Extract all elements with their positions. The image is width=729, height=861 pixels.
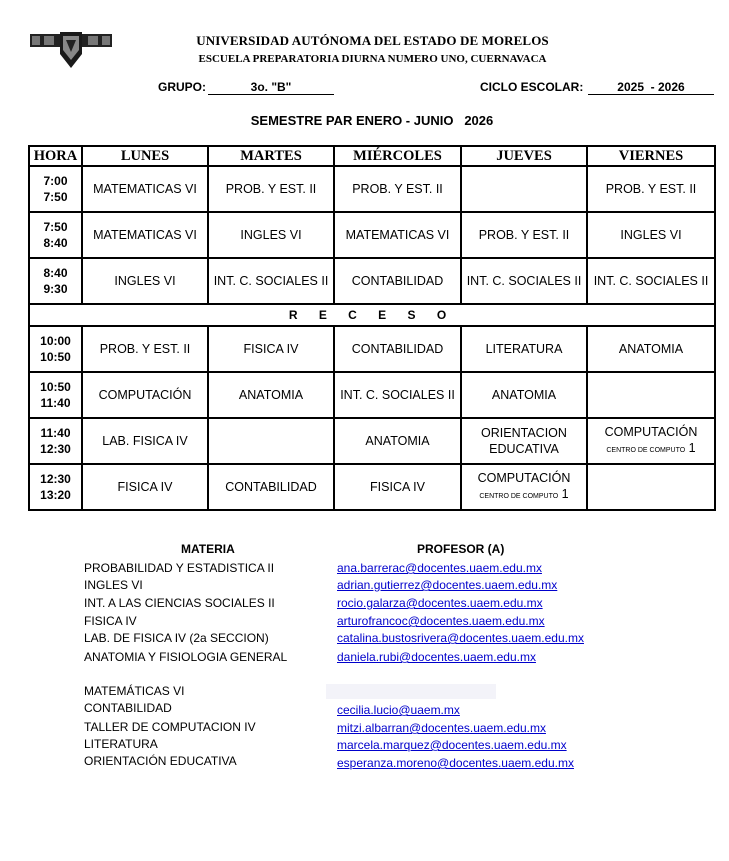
grupo-value: 3o. "B" xyxy=(208,80,334,95)
class-cell: CONTABILIDAD xyxy=(208,464,334,510)
class-cell: MATEMATICAS VI xyxy=(82,212,208,258)
class-cell: INT. C. SOCIALES II xyxy=(208,258,334,304)
class-cell: INGLES VI xyxy=(208,212,334,258)
materia-item: MATEMÁTICAS VI xyxy=(84,684,185,698)
header-hora: HORA xyxy=(29,146,82,166)
teacher-email-link[interactable]: mitzi.albarran@docentes.uaem.edu.mx xyxy=(337,721,546,735)
materia-item: INGLES VI xyxy=(84,578,143,592)
time-cell: 7:00 7:50 xyxy=(29,166,82,212)
profesor-header: PROFESOR (A) xyxy=(417,542,505,556)
header-jueves: JUEVES xyxy=(461,146,587,166)
table-row xyxy=(29,258,715,304)
teacher-email-link[interactable]: adrian.gutierrez@docentes.uaem.edu.mx xyxy=(337,578,558,592)
class-cell: ANATOMIA xyxy=(208,372,334,418)
materia-item: TALLER DE COMPUTACION IV xyxy=(84,720,256,734)
table-row xyxy=(29,418,715,464)
table-row xyxy=(29,372,715,418)
class-cell: FISICA IV xyxy=(208,326,334,372)
materia-item: LITERATURA xyxy=(84,737,158,751)
ciclo-value: 2025 - 2026 xyxy=(588,80,714,95)
class-cell: INT. C. SOCIALES II xyxy=(587,258,715,304)
schedule-header-row xyxy=(29,146,715,166)
class-cell: COMPUTACIÓN CENTRO DE COMPUTO 1 xyxy=(587,418,715,464)
university-title: UNIVERSIDAD AUTÓNOMA DEL ESTADO DE MORELOS xyxy=(196,33,549,48)
header-martes: MARTES xyxy=(208,146,334,166)
class-cell: CONTABILIDAD xyxy=(334,326,461,372)
schedule-table xyxy=(28,145,716,511)
class-cell: ANATOMIA xyxy=(461,372,587,418)
semester-title: SEMESTRE PAR ENERO - JUNIO 2026 xyxy=(250,113,494,128)
class-cell xyxy=(461,166,587,212)
table-row xyxy=(29,326,715,372)
materia-item: INT. A LAS CIENCIAS SOCIALES II xyxy=(84,596,275,610)
grupo-label: GRUPO: xyxy=(158,80,206,94)
class-cell: ANATOMIA xyxy=(587,326,715,372)
receso-row xyxy=(29,304,715,326)
class-cell: FISICA IV xyxy=(82,464,208,510)
class-cell: MATEMATICAS VI xyxy=(334,212,461,258)
table-row xyxy=(29,166,715,212)
class-cell: PROB. Y EST. II xyxy=(461,212,587,258)
time-cell: 11:40 12:30 xyxy=(29,418,82,464)
class-cell: PROB. Y EST. II xyxy=(334,166,461,212)
class-cell: INGLES VI xyxy=(587,212,715,258)
class-cell: LAB. FISICA IV xyxy=(82,418,208,464)
class-cell: MATEMATICAS VI xyxy=(82,166,208,212)
materia-header: MATERIA xyxy=(181,542,235,556)
materia-item: LAB. DE FISICA IV (2a SECCION) xyxy=(84,631,269,645)
materia-item: ORIENTACIÓN EDUCATIVA xyxy=(84,754,237,768)
teacher-email-link[interactable]: marcela.marquez@docentes.uaem.edu.mx xyxy=(337,738,567,752)
teacher-email-link[interactable]: daniela.rubi@docentes.uaem.edu.mx xyxy=(337,650,536,664)
class-cell: INGLES VI xyxy=(82,258,208,304)
header-miercoles: MIÉRCOLES xyxy=(334,146,461,166)
school-title: ESCUELA PREPARATORIA DIURNA NUMERO UNO, CUERNAVACA xyxy=(198,53,547,65)
class-cell xyxy=(587,372,715,418)
highlight-box xyxy=(326,684,496,699)
teacher-email-link[interactable]: esperanza.moreno@docentes.uaem.edu.mx xyxy=(337,756,574,770)
lab-note: CENTRO DE COMPUTO xyxy=(479,492,559,500)
class-cell: COMPUTACIÓN CENTRO DE COMPUTO 1 xyxy=(461,464,587,510)
ciclo-label: CICLO ESCOLAR: xyxy=(480,80,584,94)
class-cell: PROB. Y EST. II xyxy=(587,166,715,212)
teacher-email-link[interactable]: rocio.galarza@docentes.uaem.edu.mx xyxy=(337,596,543,610)
class-cell: INT. C. SOCIALES II xyxy=(461,258,587,304)
class-cell: CONTABILIDAD xyxy=(334,258,461,304)
header-viernes: VIERNES xyxy=(587,146,715,166)
class-cell xyxy=(587,464,715,510)
materia-item: CONTABILIDAD xyxy=(84,701,172,715)
class-cell: PROB. Y EST. II xyxy=(208,166,334,212)
receso-label: R E C E S O xyxy=(29,304,715,326)
class-cell: PROB. Y EST. II xyxy=(82,326,208,372)
time-cell: 7:50 8:40 xyxy=(29,212,82,258)
materia-item: FISICA IV xyxy=(84,614,137,628)
materia-item: PROBABILIDAD Y ESTADISTICA II xyxy=(84,561,275,575)
lab-note: CENTRO DE COMPUTO xyxy=(606,446,686,454)
table-row xyxy=(29,464,715,510)
class-cell: LITERATURA xyxy=(461,326,587,372)
time-cell: 10:50 11:40 xyxy=(29,372,82,418)
class-cell: ORIENTACION EDUCATIVA xyxy=(461,418,587,464)
time-cell: 12:30 13:20 xyxy=(29,464,82,510)
materia-item: ANATOMIA Y FISIOLOGIA GENERAL xyxy=(84,650,288,664)
teacher-email-link[interactable]: cecilia.lucio@uaem.mx xyxy=(337,703,460,717)
class-cell xyxy=(208,418,334,464)
teacher-email-link[interactable]: ana.barrerac@docentes.uaem.edu.mx xyxy=(337,561,542,575)
table-row xyxy=(29,212,715,258)
time-cell: 8:40 9:30 xyxy=(29,258,82,304)
class-cell: COMPUTACIÓN xyxy=(82,372,208,418)
time-cell: 10:00 10:50 xyxy=(29,326,82,372)
teacher-email-link[interactable]: arturofrancoc@docentes.uaem.edu.mx xyxy=(337,614,545,628)
teacher-email-link[interactable]: catalina.bustosrivera@docentes.uaem.edu.mx xyxy=(337,631,584,645)
class-cell: FISICA IV xyxy=(334,464,461,510)
class-cell: ANATOMIA xyxy=(334,418,461,464)
header-lunes: LUNES xyxy=(82,146,208,166)
class-cell: INT. C. SOCIALES II xyxy=(334,372,461,418)
